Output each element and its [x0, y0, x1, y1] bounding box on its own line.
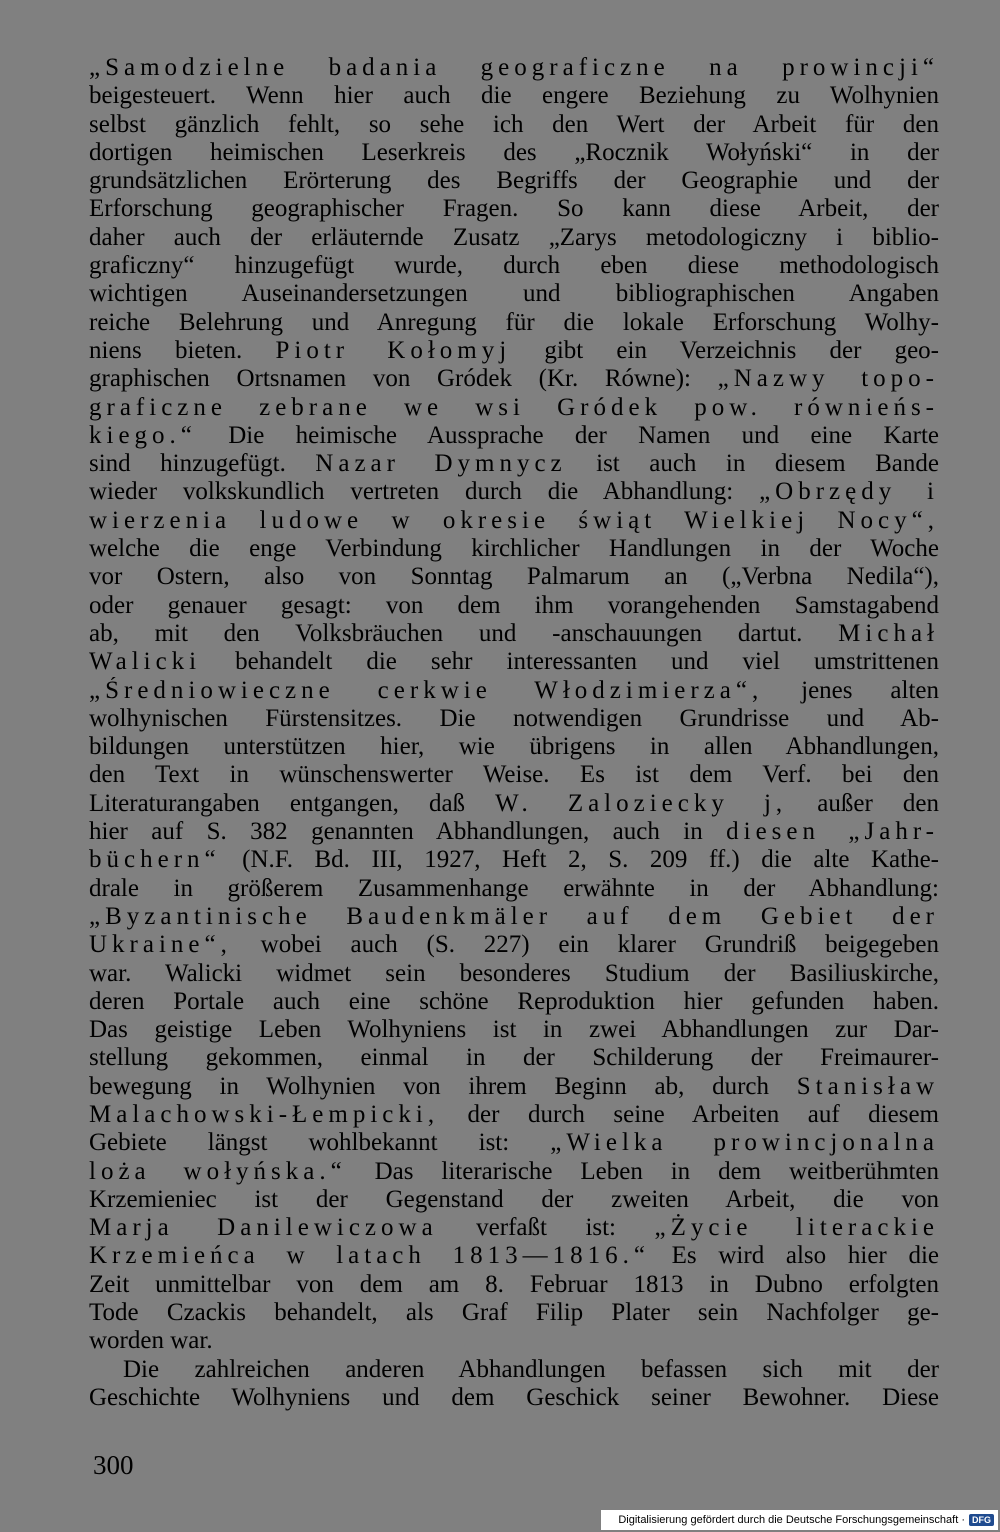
text-segment: grundsätzlichen Erörterung des Begriffs der Geographie und der — [89, 167, 939, 195]
text-segment: deren Portale auch eine schöne Reproduktion hier gefunden haben. — [89, 987, 939, 1015]
text-line — [89, 337, 939, 365]
text-segment: wieder volkskundlich vertreten durch die Abhandlung: — [89, 478, 760, 506]
text-segment: niens bieten. — [89, 336, 276, 364]
text-line — [89, 54, 939, 82]
text-segment: bewegung in Wolhynien von ihrem Beginn ab, durch — [89, 1072, 797, 1100]
text-segment: drale in größerem Zusammenhange erwähnte in der Abhandlung: — [89, 874, 939, 902]
text-segment: sind hinzugefügt. — [89, 450, 316, 478]
digitization-footer — [601, 1510, 998, 1530]
text-segment: Das geistige Leben Wolhyniens ist in zwei Abhandlungen zur Dar- — [89, 1016, 939, 1044]
text-segment: stellung gekommen, einmal in der Schilderung der Freimaurer- — [89, 1044, 939, 1072]
page-number: 300 — [93, 1450, 134, 1480]
body-text — [89, 54, 939, 1412]
text-segment: vor Ostern, also von Sonntag Palmarum an („Verbna Nedila“), — [89, 563, 939, 591]
spaced-text: kiego.“ — [89, 421, 197, 449]
text-line — [89, 1044, 939, 1072]
text-line — [89, 139, 939, 167]
spaced-text: „Samodzielne badania geograficzne na prowincji“ — [89, 54, 939, 81]
text-segment: Erforschung geographischer Fragen. So kann diese Arbeit, der — [89, 195, 939, 223]
text-line — [89, 818, 939, 846]
text-line — [89, 507, 939, 535]
text-line — [89, 988, 939, 1016]
text-line — [89, 563, 939, 591]
text-line — [89, 1158, 939, 1186]
text-line — [89, 82, 939, 110]
spaced-text: loża wołyńska.“ — [89, 1157, 347, 1185]
text-line — [89, 1073, 939, 1101]
text-line — [89, 1271, 939, 1299]
spaced-text: graficzne zebrane we wsi Gródek pow. równieńs- — [89, 393, 939, 421]
text-segment: wobei auch (S. 227) ein klarer Grundriß beigegeben — [231, 931, 939, 959]
text-line — [89, 309, 939, 337]
text-line — [89, 1299, 939, 1327]
text-line — [89, 931, 939, 959]
text-line — [89, 1242, 939, 1270]
text-line — [89, 1016, 939, 1044]
text-segment: wichtigen Auseinandersetzungen und bibliographischen Angaben — [89, 280, 939, 308]
text-line — [89, 1101, 939, 1129]
spaced-text: „Obrzędy i — [759, 478, 939, 506]
text-line — [89, 365, 939, 393]
text-line — [89, 648, 939, 676]
spaced-text: wierzenia ludowe w okresie świąt Wielkiej Nocy“, — [89, 506, 939, 534]
text-segment: den Text in wünschenswerter Weise. Es ist dem Verf. bei den — [89, 761, 939, 789]
text-segment: oder genauer gesagt: von dem ihm vorangehenden Samstagabend — [89, 591, 939, 619]
text-segment: Literaturangaben entgangen, daß — [89, 789, 496, 817]
text-segment: ab, mit den Volksbräuchen und -anschauungen dartut. — [89, 619, 839, 647]
text-line — [89, 1384, 939, 1412]
spaced-text: Walicki — [89, 648, 202, 676]
spaced-text: Marja Danilewiczowa — [89, 1214, 438, 1242]
text-segment: worden war. — [89, 1327, 213, 1355]
text-segment: (N.F. Bd. III, 1927, Heft 2, S. 209 ff.) die alte Kathe- — [220, 846, 939, 874]
text-line — [89, 733, 939, 761]
text-segment: ist auch in diesem Bande — [566, 450, 939, 478]
text-line — [89, 224, 939, 252]
text-line — [89, 620, 939, 648]
text-line — [89, 846, 939, 874]
text-segment: jenes alten — [763, 676, 939, 704]
spaced-text: „Byzantinische Baudenkmäler auf dem Gebiet der — [89, 902, 939, 930]
spaced-text: Ukraine“, — [89, 931, 232, 959]
text-segment: der durch seine Arbeiten auf diesem — [439, 1100, 939, 1128]
text-segment: war. Walicki widmet sein besonderes Studium der Basiliuskirche, — [89, 959, 939, 987]
text-segment: wolhynischen Fürstensitzes. Die notwendigen Grundrisse und Ab- — [89, 704, 939, 732]
text-line — [89, 252, 939, 280]
spaced-text: Stanisław — [796, 1072, 939, 1100]
text-line — [89, 111, 939, 139]
text-segment: graphischen Ortsnamen von Gródek (Kr. Równe): — [89, 365, 718, 393]
spaced-text: „Życie literackie — [654, 1214, 939, 1242]
text-line — [89, 1129, 939, 1157]
spaced-text: Krzemieńca w latach 1813—1816.“ — [89, 1242, 650, 1270]
text-line — [89, 960, 939, 988]
spaced-text: „Wielka prowincjonalna — [550, 1129, 939, 1157]
text-line — [89, 790, 939, 818]
text-segment: reiche Belehrung und Anregung für die lokale Erforschung Wolhy- — [89, 308, 939, 336]
text-segment: welche die enge Verbindung kirchlicher Handlungen in der Woche — [89, 535, 939, 563]
text-segment: bildungen unterstützen hier, wie übrigens in allen Abhandlungen, — [89, 733, 939, 761]
spaced-text: „Nazwy topo- — [717, 365, 939, 393]
text-segment: Tode Czackis behandelt, als Graf Filip Plater sein Nachfolger ge- — [89, 1299, 939, 1327]
text-line — [89, 1356, 939, 1384]
text-segment: gibt ein Verzeichnis der geo- — [511, 336, 939, 364]
text-line — [89, 394, 939, 422]
text-line — [89, 478, 939, 506]
text-segment: Es wird also hier die — [649, 1242, 939, 1270]
text-line — [89, 422, 939, 450]
text-line — [89, 535, 939, 563]
text-segment: Geschichte Wolhyniens und dem Geschick seiner Bewohner. Diese — [89, 1383, 939, 1411]
text-line — [89, 875, 939, 903]
text-segment: daher auch der erläuternde Zusatz „Zarys metodologiczny i biblio- — [89, 223, 939, 251]
footer-credit: Digitalisierung gefördert durch die Deutsche Forschungsgemeinschaft · — [618, 1514, 965, 1526]
text-segment: selbst gänzlich fehlt, so sehe ich den Wert der Arbeit für den — [89, 110, 939, 138]
spaced-text: „Średniowieczne cerkwie Włodzimierza“, — [89, 676, 764, 704]
dfg-logo-icon: DFG — [969, 1514, 994, 1526]
text-segment: Krzemieniec ist der Gegenstand der zweiten Arbeit, die von — [89, 1185, 939, 1213]
text-line — [89, 705, 939, 733]
spaced-text: diesen „Jahr- — [726, 818, 939, 846]
text-segment: Das literarische Leben in dem weitberühmten — [346, 1157, 939, 1185]
spaced-text: Piotr Kołomyj — [275, 336, 512, 364]
text-line — [89, 1186, 939, 1214]
text-line — [89, 1214, 939, 1242]
text-segment: behandelt die sehr interessanten und viel umstrittenen — [201, 648, 939, 676]
text-segment: dortigen heimischen Leserkreis des „Rocznik Wołyński“ in der — [89, 138, 939, 166]
text-segment: graficzny“ hinzugefügt wurde, durch eben diese methodologisch — [89, 252, 939, 280]
text-segment: Die heimische Aussprache der Namen und eine Karte — [196, 421, 939, 449]
text-line — [89, 592, 939, 620]
text-segment: beigesteuert. Wenn hier auch die engere Beziehung zu Wolhynien — [89, 82, 939, 110]
text-segment: hier auf S. 382 genannten Abhandlungen, auch in — [89, 818, 727, 846]
spaced-text: Michał — [838, 619, 939, 647]
text-line — [89, 280, 939, 308]
text-line — [89, 450, 939, 478]
text-line — [89, 195, 939, 223]
text-segment: verfaßt ist: — [437, 1214, 655, 1242]
text-line — [89, 167, 939, 195]
text-line — [89, 677, 939, 705]
text-segment: Die zahlreichen anderen Abhandlungen befassen sich mit der — [123, 1355, 939, 1383]
text-line — [89, 761, 939, 789]
text-segment: außer den — [787, 789, 939, 817]
spaced-text: W. Zaloziecky j, — [495, 789, 788, 817]
spaced-text: Malachowski-Łempicki, — [89, 1100, 440, 1128]
text-segment: Gebiete längst wohlbekannt ist: — [89, 1129, 551, 1157]
text-line — [89, 1327, 939, 1355]
text-line — [89, 903, 939, 931]
spaced-text: Nazar Dymnycz — [315, 450, 567, 478]
spaced-text: büchern“ — [89, 846, 221, 874]
text-segment: Zeit unmittelbar von dem am 8. Februar 1813 in Dubno erfolgten — [89, 1270, 939, 1298]
